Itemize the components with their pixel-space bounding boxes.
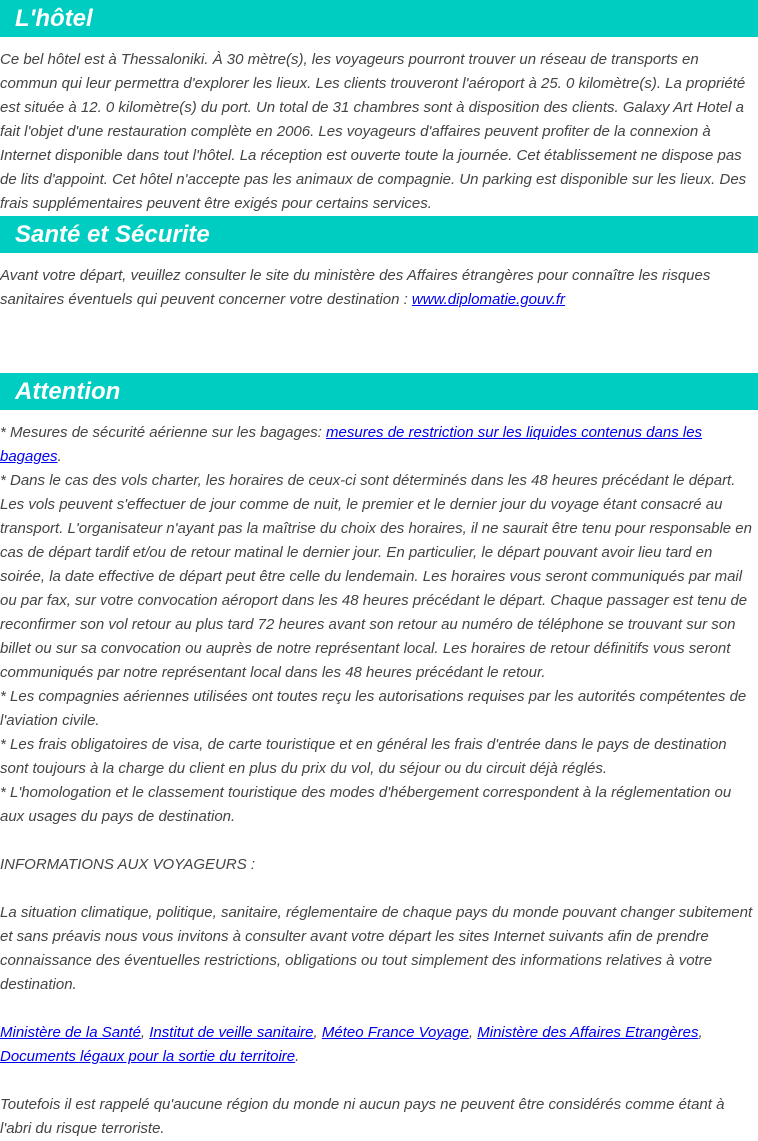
spacer (0, 829, 758, 853)
affaires-etrangeres-link[interactable]: Ministère des Affaires Etrangères (477, 1024, 699, 1041)
security-suffix: . (57, 448, 62, 465)
meteo-france-link[interactable]: Méteo France Voyage (321, 1024, 469, 1041)
spacer (0, 312, 758, 373)
terror-text: Toutefois il est rappelé qu'aucune région du monde ni aucun pays ne peuvent être considérés comme étant à l'abri du risque terroriste. (0, 1096, 725, 1137)
info-heading: INFORMATIONS AUX VOYAGEURS : (0, 856, 256, 873)
documents-legaux-link[interactable]: Documents légaux pour la sortie du territoire (0, 1048, 296, 1065)
health-text (0, 253, 758, 312)
info-links (0, 1021, 758, 1069)
attention-heading: Attention (0, 373, 758, 410)
attention-section (0, 373, 758, 1141)
hotel-section (0, 0, 758, 216)
health-section (0, 216, 758, 373)
attention-body (0, 410, 758, 1141)
hotel-description: Ce bel hôtel est à Thessaloniki. À 30 mètre(s), les voyageurs pourront trouver un réseau de transports en commun qui leur permettra d'explorer les lieux. Les clients trouveront l'aéroport à 25. 0 kilomètre(s). La propriété est située à 12. 0 kilomètre(s) du port. Un total de 31 chambres sont à disposition des clients. Galaxy Art Hotel a fait l'objet d'une restauration complète en 2006. Les voyageurs d'affaires peuvent profiter de la connexion à Internet disponible dans tout l'hôtel. La réception est ouverte toute la journée. Cet établissement ne dispose pas de lits d'appoint. Cet hôtel n'accepte pas les animaux de compagnie. Un parking est disponible sur les lieux. Des frais supplémentaires peuvent être exigés pour certains services. (0, 51, 747, 212)
health-text-body: Avant votre départ, veuillez consulter le site du ministère des Affaires étrangères pour connaître les risques sanitaires éventuels qui peuvent concerner votre destination : (0, 267, 711, 308)
homologation-item: * L'homologation et le classement touristique des modes d'hébergement correspondent à la réglementation ou aux usages du pays de destination. (0, 784, 732, 825)
security-text: * Mesures de sécurité aérienne sur les bagages: (0, 424, 327, 441)
separator: , (468, 1024, 478, 1041)
veille-sanitaire-link[interactable]: Institut de veille sanitaire (149, 1024, 314, 1041)
separator: , (698, 1024, 703, 1041)
spacer (0, 997, 758, 1021)
spacer (0, 877, 758, 901)
separator: , (140, 1024, 150, 1041)
situation-text: La situation climatique, politique, sanitaire, réglementaire de chaque pays du monde pouvant changer subitement et sans préavis nous vous invitons à consulter avant votre départ les sites Internet suivants afin de prendre connaissance des éventuelles restrictions, obligations ou tout simplement des informations relatives à votre destination. (0, 904, 753, 993)
spacer (0, 1069, 758, 1093)
security-item (0, 421, 758, 469)
hotel-heading: L'hôtel (0, 0, 758, 37)
visa-item: * Les frais obligatoires de visa, de carte touristique et en général les frais d'entrée dans le pays de destination sont toujours à la charge du client en plus du prix du vol, du séjour ou du circuit déjà réglés. (0, 736, 727, 777)
links-end: . (295, 1048, 300, 1065)
charter-item: * Dans le cas des vols charter, les horaires de ceux-ci sont déterminés dans les 48 heures précédant le départ. Les vols peuvent s'effectuer de jour comme de nuit, le premier et le dernier jour du voyage étant consacré au transport. L'organisateur n'ayant pas la maîtrise du choix des horaires, il ne saurait être tenu pour responsable en cas de départ tardif et/ou de retour matinal le dernier jour. En particulier, le départ pouvant avoir lieu tard en soirée, la date effective de départ peut être celle du lendemain. Les horaires vous seront communiqués par mail ou par fax, sur votre convocation aéroport dans les 48 heures précédant le départ. Chaque passager est tenu de reconfirmer son vol retour au plus tard 72 heures avant son retour au numéro de téléphone se trouvant sur son billet ou sur sa convocation ou auprès de notre représentant local. Les horaires de retour définitifs vous seront communiqués par notre représentant local dans les 48 heures précédant le retour. (0, 472, 752, 681)
ministere-sante-link[interactable]: Ministère de la Santé (0, 1024, 141, 1041)
liquids-restriction-link[interactable]: mesures de restriction sur les liquides contenus dans les bagages (0, 424, 703, 465)
airlines-item: * Les compagnies aériennes utilisées ont toutes reçu les autorisations requises par les autorités compétentes de l'aviation civile. (0, 688, 747, 729)
health-heading: Santé et Sécurite (0, 216, 758, 253)
separator: , (313, 1024, 322, 1041)
diplomatie-link[interactable]: www.diplomatie.gouv.fr (411, 291, 566, 308)
